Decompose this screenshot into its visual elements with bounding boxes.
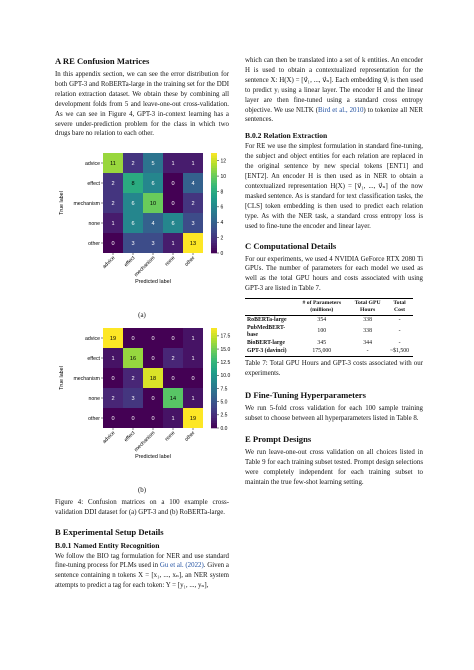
cell-value: 4 — [151, 221, 155, 228]
y-tick-label: mechanism — [73, 376, 100, 383]
section-d-paragraph: We run 5-fold cross validation for each 100 sample training subset to choose between all hyperparameters listed in Table 8. — [245, 405, 423, 423]
cell-value: 11 — [110, 161, 116, 168]
table-header-gpu-hours: Total GPU Hours — [349, 299, 386, 316]
colorbar-segment — [211, 378, 217, 381]
cell-value: 0 — [151, 416, 155, 423]
colorbar-segment — [211, 383, 217, 386]
x-tick-label: none — [164, 255, 177, 268]
table-row — [245, 348, 413, 357]
section-b01-heading: B.0.1 Named Entity Recognition — [55, 540, 160, 550]
colorbar-segment — [211, 198, 217, 201]
cell-value: 1 — [111, 356, 115, 363]
table-7 — [245, 298, 413, 357]
section-b-heading: B Experimental Setup Details — [55, 526, 164, 537]
x-tick-label: mechanism — [133, 255, 157, 279]
colorbar-tick-label: 12.5 — [220, 360, 231, 367]
y-tick-label: other — [88, 416, 100, 423]
right-column — [245, 56, 423, 488]
colorbar-segment — [211, 363, 217, 366]
colorbar-segment — [211, 418, 217, 421]
colorbar-segment — [211, 226, 217, 229]
colorbar-tick-label: 7.5 — [220, 386, 228, 393]
cell-value: 19 — [189, 416, 197, 423]
colorbar-segment — [211, 243, 217, 246]
citation-bird-2010[interactable]: Bird et al., 2010 — [318, 106, 364, 114]
colorbar-tick-label: 5.0 — [220, 399, 228, 406]
colorbar-segment — [211, 241, 217, 244]
b01-text-2: . Given a sentence containing n tokens X = [x₁, ..., xₙ], an NER system attempts to predict a tag for each token: Y = [y₁, ..., yₙ], — [55, 562, 229, 590]
figure-sublabel-a: (a) — [138, 312, 146, 320]
colorbar-segment — [211, 426, 217, 429]
x-tick-label: other — [183, 430, 197, 444]
table-header-row — [245, 299, 413, 316]
colorbar-segment — [211, 176, 217, 179]
y-tick-label: none — [88, 221, 100, 228]
colorbar-segment — [211, 163, 217, 166]
cell-value: 0 — [171, 181, 175, 188]
colorbar-segment — [211, 336, 217, 339]
cell-value: 2 — [191, 201, 195, 208]
cell-value: 0 — [171, 336, 175, 343]
colorbar-segment — [211, 191, 217, 194]
cell-value: 0 — [111, 376, 115, 383]
cell-value: 1 — [171, 241, 175, 248]
colorbar-segment — [211, 236, 217, 239]
colorbar-segment — [211, 413, 217, 416]
figure-sublabel-b: (b) — [137, 487, 147, 495]
colorbar-segment — [211, 398, 217, 401]
colorbar-segment — [211, 338, 217, 341]
colorbar-tick-label: 17.5 — [220, 334, 231, 341]
section-c-paragraph: For our experiments, we used 4 NVIDIA GeForce RTX 2080 Ti GPUs. The number of parameters for each model we used as well as the total GPU hours and costs associated with using GPT-3 are listed in Table 7. — [245, 255, 423, 293]
b01-cont-text-1: which can then be translated into a set of k entities. An encoder H is used to obtain a contextualized representation for the sentence X: H(X) = [v⃗₁, ..., v⃗ₙ]. Each embedding v⃗ᵢ is then used to predict yᵢ using a linear layer. The encoder H and the linear layer are then fine-tuned using a standard cross entropy objective. We use NLTK ( — [245, 57, 423, 114]
b01-cont-text-2: ) to tokenize all NER sentences. — [245, 106, 423, 124]
cell-value: 1 — [191, 356, 195, 363]
colorbar-segment — [211, 386, 217, 389]
colorbar-segment — [211, 233, 217, 236]
colorbar-tick-label: 12 — [220, 158, 227, 165]
section-a-heading: A RE Confusion Matrices — [55, 56, 150, 66]
section-a-paragraph: In this appendix section, we can see the error distribution for both GPT-3 and RoBERTa-large in the training set for the DDI relation extraction dataset. We obtain these by combining all development folds from 5 and leave-one-out cross-validation. As we can see in Figure 4, GPT-3 in-context learning has a severe under-prediction problem for the class in which two drugs bare no relation to each other. — [55, 71, 229, 138]
y-tick-label: advice — [85, 336, 100, 343]
colorbar-segment — [211, 168, 217, 171]
colorbar-tick-label: 0 — [220, 251, 224, 258]
x-axis-label: Predicted label — [135, 454, 171, 461]
x-tick-label: effect — [123, 255, 137, 269]
cell-value: 3 — [151, 241, 155, 248]
colorbar-segment — [211, 201, 217, 204]
table-cell: ~$1,500 — [386, 348, 413, 357]
section-b01-paragraph — [55, 552, 229, 592]
cell-value: 2 — [131, 376, 135, 383]
cell-value: 14 — [169, 396, 177, 403]
cell-value: 0 — [151, 356, 155, 363]
section-b02-heading: B.0.2 Relation Extraction — [245, 131, 328, 141]
colorbar-tick-label: 6 — [220, 204, 224, 211]
table-cell: 175,000 — [294, 348, 349, 357]
colorbar-segment — [211, 366, 217, 369]
colorbar-segment — [211, 406, 217, 409]
cell-value: 3 — [131, 396, 135, 403]
table-cell: PubMedBERT-base — [247, 324, 286, 339]
colorbar-segment — [211, 421, 217, 424]
colorbar-segment — [211, 368, 217, 371]
colorbar-segment — [211, 228, 217, 231]
y-tick-label: mechanism — [73, 201, 100, 208]
colorbar-segment — [211, 238, 217, 241]
colorbar-segment — [211, 158, 217, 161]
cell-value: 6 — [171, 221, 175, 228]
colorbar-segment — [211, 358, 217, 361]
colorbar-segment — [211, 196, 217, 199]
section-c-heading: C Computational Details — [245, 240, 337, 251]
table-row — [245, 316, 413, 325]
colorbar-segment — [211, 248, 217, 251]
colorbar-segment — [211, 373, 217, 376]
table-cell: - — [398, 340, 401, 347]
table-7-caption: Table 7: Total GPU Hours and GPT-3 costs associated with our experiments. — [245, 360, 423, 377]
cell-value: 3 — [191, 221, 195, 228]
colorbar-segment — [211, 353, 217, 356]
cell-value: 5 — [151, 161, 155, 168]
colorbar-segment — [211, 343, 217, 346]
colorbar-segment — [211, 351, 217, 354]
colorbar-segment — [211, 203, 217, 206]
cell-value: 0 — [151, 396, 155, 403]
table-cell: 354 — [317, 316, 327, 323]
confusion-matrix-gpt3 — [55, 147, 229, 311]
cell-value: 0 — [131, 336, 135, 343]
cell-value: 1 — [191, 336, 195, 343]
cell-value: 10 — [149, 201, 157, 208]
x-tick-label: mechanism — [133, 430, 157, 454]
colorbar-segment — [211, 223, 217, 226]
table-header-params: # of Parameters (millions) — [294, 299, 349, 316]
x-tick-label: none — [164, 430, 177, 443]
colorbar-segment — [211, 218, 217, 221]
table-cell: RoBERTa-large — [247, 316, 287, 323]
colorbar-segment — [211, 346, 217, 349]
colorbar-tick-label: 10 — [220, 174, 227, 181]
colorbar-segment — [211, 208, 217, 211]
colorbar-segment — [211, 183, 217, 186]
colorbar-segment — [211, 231, 217, 234]
colorbar-segment — [211, 153, 217, 156]
colorbar-tick-label: 8 — [220, 189, 224, 196]
cell-value: 4 — [191, 181, 195, 188]
colorbar-segment — [211, 356, 217, 359]
cell-value: 19 — [109, 336, 117, 343]
y-tick-label: advice — [85, 161, 100, 168]
colorbar-segment — [211, 376, 217, 379]
figure-caption: Figure 4: Confusion matrices on a 100 example cross-validation DDI dataset for (a) GPT-3 and (b) RoBERTa-large. — [55, 499, 229, 516]
x-tick-label: advice — [101, 255, 117, 271]
cell-value: 8 — [131, 181, 135, 188]
cell-value: 6 — [131, 221, 135, 228]
citation-gu-2022[interactable]: Gu et al. (2022) — [159, 562, 204, 570]
section-e-heading: E Prompt Designs — [245, 434, 312, 445]
colorbar-segment — [211, 221, 217, 224]
colorbar-segment — [211, 401, 217, 404]
colorbar-segment — [211, 411, 217, 414]
cell-value: 1 — [171, 161, 175, 168]
section-e-paragraph: We run leave-one-out cross validation on all choices listed in Table 9 for each training subset tested. Prompt design selections were completely independent for each training subset to maintain the true few-shot learning setting. — [245, 449, 423, 486]
table-row — [245, 324, 413, 339]
table-cell: BioBERT-large — [247, 340, 285, 347]
cell-value: 2 — [111, 201, 115, 208]
colorbar-tick-label: 0.0 — [220, 426, 228, 433]
colorbar-segment — [211, 331, 217, 334]
table-cell: - — [398, 328, 401, 335]
colorbar-segment — [211, 251, 217, 254]
table-cell: 344 — [363, 340, 372, 347]
y-tick-label: effect — [87, 181, 100, 188]
table-cell: 100 — [317, 328, 327, 335]
cell-value: 1 — [171, 416, 175, 423]
colorbar-segment — [211, 171, 217, 174]
cell-value: 0 — [111, 416, 115, 423]
colorbar-segment — [211, 173, 217, 176]
colorbar-segment — [211, 393, 217, 396]
cell-value: 6 — [131, 201, 135, 208]
section-d-heading: D Fine-Tuning Hyperparameters — [245, 390, 366, 401]
colorbar-tick-label: 10.0 — [220, 373, 231, 380]
colorbar-segment — [211, 178, 217, 181]
colorbar-segment — [211, 206, 217, 209]
colorbar-segment — [211, 341, 217, 344]
colorbar-segment — [211, 193, 217, 196]
colorbar-tick-label: 2 — [220, 235, 224, 242]
colorbar-segment — [211, 388, 217, 391]
colorbar-segment — [211, 166, 217, 169]
table-cell: 338 — [363, 316, 372, 323]
colorbar-segment — [211, 216, 217, 219]
cell-value: 2 — [111, 181, 115, 188]
b01-text-1: We follow the BIO tag formulation for NER and use standard fine-tuning process for PLMs used in — [55, 552, 229, 570]
table-cell: 345 — [317, 340, 327, 347]
x-tick-label: advice — [101, 430, 117, 446]
colorbar-segment — [211, 423, 217, 426]
colorbar-segment — [211, 181, 217, 184]
cell-value: 0 — [171, 201, 175, 208]
cell-value: 3 — [131, 241, 135, 248]
cell-value: 1 — [191, 396, 195, 403]
cell-value: 0 — [191, 376, 195, 383]
cell-value: 2 — [111, 396, 115, 403]
colorbar-segment — [211, 188, 217, 191]
confusion-matrix-roberta — [55, 322, 229, 486]
colorbar-segment — [211, 161, 217, 164]
cell-value: 0 — [151, 336, 155, 343]
y-tick-label: other — [88, 241, 100, 248]
cell-value: 13 — [189, 241, 197, 248]
table-cell: 338 — [363, 328, 372, 335]
left-column — [55, 56, 229, 591]
table-row — [245, 340, 413, 348]
colorbar-segment — [211, 333, 217, 336]
y-tick-label: effect — [87, 356, 100, 363]
section-b02-paragraph: For RE we use the simplest formulation in standard fine-tuning, the subject and object entities for each relation are replaced in the original sentence by new special tokens [ENT1] and [ENT2]. An encoder H is then used as in NER to obtain a contextualized representation H(X) = [v⃗₁, ..., v⃗ₙ] of the now masked sentence. As is standard for text classification tasks, the [CLS] token embedding is then used to predict each relation type. As with the NER task, a standard cross entropy loss is used to fine-tune the encoder and linear layer. — [245, 143, 423, 230]
colorbar-segment — [211, 213, 217, 216]
x-tick-label: other — [183, 255, 197, 269]
table-cell: - — [398, 316, 401, 323]
colorbar-segment — [211, 381, 217, 384]
colorbar-segment — [211, 371, 217, 374]
colorbar-tick-label: 2.5 — [220, 412, 228, 419]
colorbar-tick-label: 15.0 — [220, 347, 231, 354]
colorbar-segment — [211, 391, 217, 394]
x-axis-label: Predicted label — [135, 279, 171, 286]
table-cell: - — [349, 348, 386, 357]
y-axis-label: True label — [59, 366, 65, 391]
colorbar-segment — [211, 328, 217, 331]
cell-value: 6 — [151, 181, 155, 188]
table-header-cost: Total Cost — [386, 299, 413, 316]
table-cell: GPT-3 (davinci) — [245, 348, 294, 357]
colorbar-tick-label: 4 — [220, 220, 224, 227]
colorbar-segment — [211, 416, 217, 419]
section-b01-continued — [245, 56, 423, 125]
cell-value: 2 — [131, 161, 135, 168]
y-tick-label: none — [88, 396, 100, 403]
colorbar-segment — [211, 246, 217, 249]
colorbar-segment — [211, 403, 217, 406]
cell-value: 0 — [171, 376, 175, 383]
cell-value: 0 — [131, 416, 135, 423]
colorbar-segment — [211, 361, 217, 364]
cell-value: 0 — [111, 241, 115, 248]
cell-value: 1 — [191, 161, 195, 168]
cell-value: 1 — [111, 221, 115, 228]
cell-value: 18 — [149, 376, 157, 383]
x-tick-label: effect — [123, 430, 137, 444]
cell-value: 2 — [171, 356, 175, 363]
table-header-model — [245, 299, 294, 316]
colorbar-segment — [211, 211, 217, 214]
y-axis-label: True label — [59, 191, 65, 216]
colorbar-segment — [211, 348, 217, 351]
cell-value: 16 — [129, 356, 137, 363]
colorbar-segment — [211, 396, 217, 399]
colorbar-segment — [211, 156, 217, 159]
colorbar-segment — [211, 408, 217, 411]
colorbar-segment — [211, 186, 217, 189]
